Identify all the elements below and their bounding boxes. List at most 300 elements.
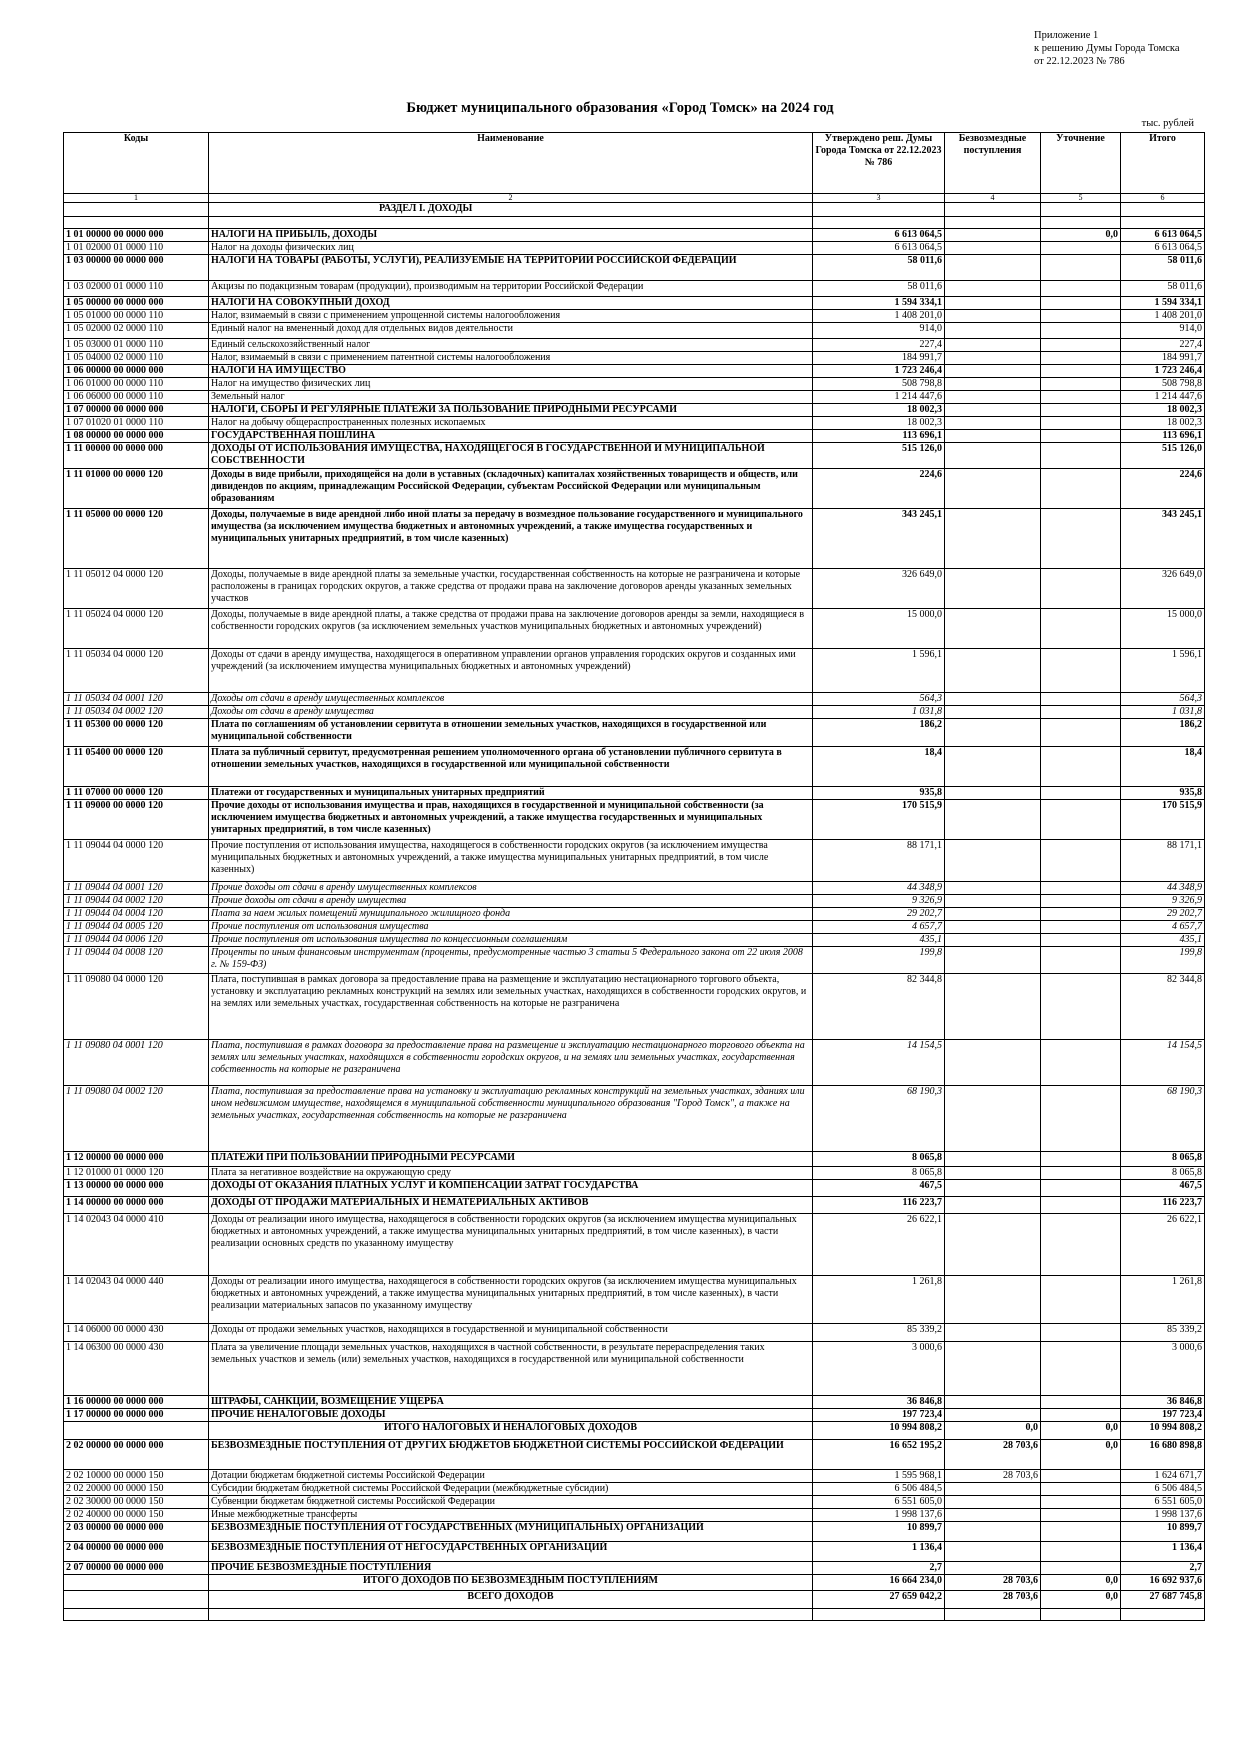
table-row (64, 947, 1205, 974)
table-row (64, 1496, 1205, 1509)
table-row (64, 1542, 1205, 1562)
gratis-value (945, 242, 1041, 255)
gratis-value (945, 417, 1041, 430)
column-number-row (64, 194, 1205, 203)
column-number: 6 (1121, 194, 1205, 203)
table-row (64, 719, 1205, 747)
approved-value: 184 991,7 (813, 352, 945, 365)
total-value: 26 622,1 (1121, 1214, 1205, 1276)
annex-line-2: к решению Думы Города Томска (1034, 43, 1180, 54)
approved-value: 199,8 (813, 947, 945, 974)
code-cell: 1 11 05034 04 0002 120 (64, 706, 209, 719)
gratis-value (945, 693, 1041, 706)
code-cell: 1 11 05034 04 0000 120 (64, 649, 209, 693)
name-cell: Плата, поступившая за предоставление права на установку и эксплуатацию рекламных конструкций на земельных участках, зданиях или ином недвижимом имуществе, находящемся в муниципальной собственности муниципального образования "Город Томск", а также на земельных участках, государственная собственность на которые не разграничена (209, 1086, 813, 1152)
approved-value: 1 723 246,4 (813, 365, 945, 378)
gratis-value (945, 800, 1041, 840)
approved-value: 58 011,6 (813, 281, 945, 297)
document-title: Бюджет муниципального образования «Город Томск» на 2024 год (406, 100, 834, 116)
table-row (64, 800, 1205, 840)
total-value: 27 687 745,8 (1121, 1591, 1205, 1609)
code-cell: 1 11 09044 04 0008 120 (64, 947, 209, 974)
gratis-value (945, 1522, 1041, 1542)
approved-value: 1 595 968,1 (813, 1470, 945, 1483)
code-cell: 1 14 02043 04 0000 440 (64, 1276, 209, 1324)
clarify-value (1041, 1562, 1121, 1575)
approved-value: 18 002,3 (813, 417, 945, 430)
gratis-value (945, 1180, 1041, 1197)
clarify-value (1041, 417, 1121, 430)
name-cell: Доходы от сдачи в аренду имущественных комплексов (209, 693, 813, 706)
name-cell: Налог, взимаемый в связи с применением патентной системы налогообложения (209, 352, 813, 365)
approved-value: 6 551 605,0 (813, 1496, 945, 1509)
empty-cell (1121, 1609, 1205, 1621)
clarify-value (1041, 934, 1121, 947)
gratis-value (945, 1086, 1041, 1152)
gratis-value (945, 1542, 1041, 1562)
code-cell: 2 02 40000 00 0000 150 (64, 1509, 209, 1522)
approved-value: 914,0 (813, 323, 945, 339)
name-cell: Прочие поступления от использования имущества, находящегося в собственности городских округов (за исключением имущества муниципальных бюджетных и автономных учреждений, а также имущества муниципальных унитарных предприятий, в том числе казенных) (209, 840, 813, 882)
code-cell: 1 16 00000 00 0000 000 (64, 1396, 209, 1409)
total-value: 1 594 334,1 (1121, 297, 1205, 310)
clarify-value (1041, 693, 1121, 706)
code-cell: 1 11 09000 00 0000 120 (64, 800, 209, 840)
column-number: 1 (64, 194, 209, 203)
name-cell: БЕЗВОЗМЕЗДНЫЕ ПОСТУПЛЕНИЯ ОТ ДРУГИХ БЮДЖЕТОВ БЮДЖЕТНОЙ СИСТЕМЫ РОССИЙСКОЙ ФЕДЕРАЦИИ (209, 1440, 813, 1470)
gratis-value (945, 255, 1041, 281)
clarify-value (1041, 800, 1121, 840)
gratis-value (945, 840, 1041, 882)
clarify-value (1041, 1086, 1121, 1152)
table-row (64, 1562, 1205, 1575)
table-row (64, 1086, 1205, 1152)
gratis-value (945, 1040, 1041, 1086)
table-row (64, 974, 1205, 1040)
code-cell: 1 14 00000 00 0000 000 (64, 1197, 209, 1214)
approved-value: 1 408 201,0 (813, 310, 945, 323)
total-value: 113 696,1 (1121, 430, 1205, 443)
approved-value: 9 326,9 (813, 895, 945, 908)
code-cell: 1 11 09044 04 0006 120 (64, 934, 209, 947)
total-row (64, 1575, 1205, 1591)
name-cell: НАЛОГИ НА СОВОКУПНЫЙ ДОХОД (209, 297, 813, 310)
code-cell: 1 01 02000 01 0000 110 (64, 242, 209, 255)
table-row (64, 1483, 1205, 1496)
code-cell: 1 11 09044 04 0005 120 (64, 921, 209, 934)
annex-line-1: Приложение 1 (1034, 30, 1099, 41)
approved-value: 186,2 (813, 719, 945, 747)
code-cell: 1 12 00000 00 0000 000 (64, 1152, 209, 1167)
table-row (64, 787, 1205, 800)
clarify-value (1041, 242, 1121, 255)
clarify-value (1041, 908, 1121, 921)
approved-value: 467,5 (813, 1180, 945, 1197)
clarify-value (1041, 1483, 1121, 1496)
table-row (64, 1342, 1205, 1396)
units-label: тыс. рублей (1141, 118, 1194, 129)
gratis-value (945, 1409, 1041, 1422)
table-row (64, 649, 1205, 693)
column-number: 5 (1041, 194, 1121, 203)
name-cell: Дотации бюджетам бюджетной системы Российской Федерации (209, 1470, 813, 1483)
total-value: 170 515,9 (1121, 800, 1205, 840)
code-cell: 1 08 00000 00 0000 000 (64, 430, 209, 443)
table-row (64, 229, 1205, 242)
gratis-value (945, 323, 1041, 339)
table-row (64, 1167, 1205, 1180)
code-cell: 1 01 00000 00 0000 000 (64, 229, 209, 242)
empty-cell (1121, 217, 1205, 229)
total-value: 197 723,4 (1121, 1409, 1205, 1422)
name-cell: Доходы от реализации иного имущества, находящегося в собственности городских округов (за исключением имущества муниципальных бюджетных и автономных учреждений, а также имущества муниципальных унитарных предприятий, в том числе казенных), в части реализации материальных запасов по указанному имуществу (209, 1276, 813, 1324)
gratis-value (945, 229, 1041, 242)
name-cell: НАЛОГИ НА ИМУЩЕСТВО (209, 365, 813, 378)
code-cell: 1 05 03000 01 0000 110 (64, 339, 209, 352)
table-row (64, 569, 1205, 609)
code-cell: 1 11 09080 04 0001 120 (64, 1040, 209, 1086)
total-value: 914,0 (1121, 323, 1205, 339)
clarify-value (1041, 1324, 1121, 1342)
annex-line-3: от 22.12.2023 № 786 (1034, 56, 1125, 67)
name-cell: Доходы в виде прибыли, приходящейся на доли в уставных (складочных) капиталах хозяйственных товариществ и обществ, или дивидендов по акциям, принадлежащим Российской Федерации, субъектам Российской Федерации или муниципальным образованиям (209, 469, 813, 509)
total-value: 10 899,7 (1121, 1522, 1205, 1542)
gratis-value: 28 703,6 (945, 1440, 1041, 1470)
gratis-value (945, 706, 1041, 719)
clarify-value (1041, 509, 1121, 569)
section-title: РАЗДЕЛ I. ДОХОДЫ (209, 203, 813, 217)
total-value: 435,1 (1121, 934, 1205, 947)
name-cell: ИТОГО НАЛОГОВЫХ И НЕНАЛОГОВЫХ ДОХОДОВ (209, 1422, 813, 1440)
clarify-value: 0,0 (1041, 229, 1121, 242)
clarify-value (1041, 1396, 1121, 1409)
table-row (64, 469, 1205, 509)
empty-cell (945, 1609, 1041, 1621)
name-cell: Доходы от продажи земельных участков, находящихся в государственной и муниципальной собственности (209, 1324, 813, 1342)
table-row (64, 1324, 1205, 1342)
approved-value: 1 261,8 (813, 1276, 945, 1324)
gratis-value (945, 509, 1041, 569)
total-value: 16 680 898,8 (1121, 1440, 1205, 1470)
approved-value: 197 723,4 (813, 1409, 945, 1422)
clarify-value (1041, 1409, 1121, 1422)
approved-value: 26 622,1 (813, 1214, 945, 1276)
table-row (64, 310, 1205, 323)
gratis-value (945, 609, 1041, 649)
code-cell: 1 11 05012 04 0000 120 (64, 569, 209, 609)
gratis-value (945, 747, 1041, 787)
table-row (64, 339, 1205, 352)
clarify-value (1041, 706, 1121, 719)
clarify-value (1041, 323, 1121, 339)
clarify-value (1041, 1040, 1121, 1086)
code-cell: 1 05 00000 00 0000 000 (64, 297, 209, 310)
total-value: 6 551 605,0 (1121, 1496, 1205, 1509)
clarify-value (1041, 443, 1121, 469)
name-cell: ДОХОДЫ ОТ ИСПОЛЬЗОВАНИЯ ИМУЩЕСТВА, НАХОДЯЩЕГОСЯ В ГОСУДАРСТВЕННОЙ И МУНИЦИПАЛЬНОЙ СОБСТВЕННОСТИ (209, 443, 813, 469)
name-cell: НАЛОГИ, СБОРЫ И РЕГУЛЯРНЫЕ ПЛАТЕЖИ ЗА ПОЛЬЗОВАНИЕ ПРИРОДНЫМИ РЕСУРСАМИ (209, 404, 813, 417)
clarify-value (1041, 391, 1121, 404)
approved-value: 27 659 042,2 (813, 1591, 945, 1609)
total-value: 44 348,9 (1121, 882, 1205, 895)
total-row (64, 1422, 1205, 1440)
clarify-value (1041, 339, 1121, 352)
total-value: 935,8 (1121, 787, 1205, 800)
gratis-value (945, 339, 1041, 352)
approved-value: 44 348,9 (813, 882, 945, 895)
clarify-value (1041, 352, 1121, 365)
approved-value: 1 214 447,6 (813, 391, 945, 404)
code-cell: 1 11 00000 00 0000 000 (64, 443, 209, 469)
table-row (64, 882, 1205, 895)
table-row (64, 1040, 1205, 1086)
code-cell: 2 07 00000 00 0000 000 (64, 1562, 209, 1575)
gratis-value (945, 1496, 1041, 1509)
total-value: 1 261,8 (1121, 1276, 1205, 1324)
code-cell: 1 11 09044 04 0001 120 (64, 882, 209, 895)
clarify-value (1041, 281, 1121, 297)
gratis-value (945, 908, 1041, 921)
code-cell: 1 07 00000 00 0000 000 (64, 404, 209, 417)
clarify-value (1041, 365, 1121, 378)
clarify-value (1041, 469, 1121, 509)
value-cell (945, 203, 1041, 217)
total-value: 9 326,9 (1121, 895, 1205, 908)
clarify-value (1041, 895, 1121, 908)
name-cell: Налог на имущество физических лиц (209, 378, 813, 391)
clarify-value (1041, 569, 1121, 609)
gratis-value (945, 391, 1041, 404)
name-cell: ПРОЧИЕ БЕЗВОЗМЕЗДНЫЕ ПОСТУПЛЕНИЯ (209, 1562, 813, 1575)
approved-value: 326 649,0 (813, 569, 945, 609)
gratis-value (945, 947, 1041, 974)
name-cell: Прочие доходы от сдачи в аренду имущества (209, 895, 813, 908)
empty-cell (1041, 1609, 1121, 1621)
total-value: 1 408 201,0 (1121, 310, 1205, 323)
code-cell: 1 12 01000 01 0000 120 (64, 1167, 209, 1180)
total-value: 467,5 (1121, 1180, 1205, 1197)
code-cell: 1 11 05400 00 0000 120 (64, 747, 209, 787)
name-cell: Единый налог на вмененный доход для отдельных видов деятельности (209, 323, 813, 339)
empty-cell (813, 1609, 945, 1621)
approved-value: 343 245,1 (813, 509, 945, 569)
table-row (64, 1276, 1205, 1324)
approved-value: 1 594 334,1 (813, 297, 945, 310)
total-value: 58 011,6 (1121, 255, 1205, 281)
approved-value: 227,4 (813, 339, 945, 352)
table-row (64, 921, 1205, 934)
clarify-value (1041, 947, 1121, 974)
name-cell: Доходы, получаемые в виде арендной либо иной платы за передачу в возмездное пользование государственного и муниципального имущества (за исключением имущества бюджетных и автономных учреждений, а также имущества государственных и муниципальных унитарных предприятий, в том числе казенных) (209, 509, 813, 569)
empty-cell (64, 1609, 209, 1621)
table-row (64, 840, 1205, 882)
total-row (64, 1591, 1205, 1609)
clarify-value (1041, 1342, 1121, 1396)
code-cell: 2 02 10000 00 0000 150 (64, 1470, 209, 1483)
code-cell: 1 14 06300 00 0000 430 (64, 1342, 209, 1396)
name-cell: Плата, поступившая в рамках договора за предоставление права на размещение и эксплуатацию нестационарного торгового объекта на землях или земельных участках, находящихся в собственности городских округов, и на землях или земельных участках, государственная собственность на которые не разграничена (209, 1040, 813, 1086)
code-cell: 1 05 02000 02 0000 110 (64, 323, 209, 339)
clarify-value (1041, 404, 1121, 417)
approved-value: 58 011,6 (813, 255, 945, 281)
gratis-value (945, 787, 1041, 800)
name-cell: Прочие поступления от использования имущества по концессионным соглашениям (209, 934, 813, 947)
code-cell: 1 11 01000 00 0000 120 (64, 469, 209, 509)
table-row (64, 1470, 1205, 1483)
clarify-value (1041, 1197, 1121, 1214)
table-row (64, 895, 1205, 908)
clarify-value: 0,0 (1041, 1422, 1121, 1440)
total-value: 1 596,1 (1121, 649, 1205, 693)
approved-value: 1 998 137,6 (813, 1509, 945, 1522)
code-cell (64, 1575, 209, 1591)
total-value: 3 000,6 (1121, 1342, 1205, 1396)
code-cell: 1 03 02000 01 0000 110 (64, 281, 209, 297)
header-approved: Утверждено реш. Думы Города Томска от 22.12.2023 № 786 (813, 133, 945, 194)
approved-value: 508 798,8 (813, 378, 945, 391)
table-row (64, 297, 1205, 310)
approved-value: 8 065,8 (813, 1167, 945, 1180)
name-cell: Плата за наем жилых помещений муниципального жилищного фонда (209, 908, 813, 921)
clarify-value (1041, 974, 1121, 1040)
total-value: 6 506 484,5 (1121, 1483, 1205, 1496)
name-cell: Плата за негативное воздействие на окружающую среду (209, 1167, 813, 1180)
name-cell: Субсидии бюджетам бюджетной системы Российской Федерации (межбюджетные субсидии) (209, 1483, 813, 1496)
table-row (64, 443, 1205, 469)
table-row (64, 934, 1205, 947)
total-value: 68 190,3 (1121, 1086, 1205, 1152)
clarify-value (1041, 747, 1121, 787)
code-cell: 1 06 00000 00 0000 000 (64, 365, 209, 378)
code-cell: 1 11 09044 04 0002 120 (64, 895, 209, 908)
budget-table (63, 132, 1205, 1621)
total-value: 58 011,6 (1121, 281, 1205, 297)
gratis-value: 28 703,6 (945, 1591, 1041, 1609)
approved-value: 3 000,6 (813, 1342, 945, 1396)
code-cell: 1 14 02043 04 0000 410 (64, 1214, 209, 1276)
table-row (64, 365, 1205, 378)
approved-value: 8 065,8 (813, 1152, 945, 1167)
gratis-value (945, 921, 1041, 934)
approved-value: 6 506 484,5 (813, 1483, 945, 1496)
name-cell: ДОХОДЫ ОТ ОКАЗАНИЯ ПЛАТНЫХ УСЛУГ И КОМПЕНСАЦИИ ЗАТРАТ ГОСУДАРСТВА (209, 1180, 813, 1197)
table-row (64, 430, 1205, 443)
code-cell: 2 03 00000 00 0000 000 (64, 1522, 209, 1542)
total-value: 199,8 (1121, 947, 1205, 974)
clarify-value (1041, 255, 1121, 281)
code-cell: 1 11 09080 04 0002 120 (64, 1086, 209, 1152)
name-cell: БЕЗВОЗМЕЗДНЫЕ ПОСТУПЛЕНИЯ ОТ ГОСУДАРСТВЕННЫХ (МУНИЦИПАЛЬНЫХ) ОРГАНИЗАЦИЙ (209, 1522, 813, 1542)
table-row (64, 323, 1205, 339)
gratis-value (945, 1483, 1041, 1496)
gratis-value (945, 310, 1041, 323)
table-row (64, 1440, 1205, 1470)
name-cell: НАЛОГИ НА ТОВАРЫ (РАБОТЫ, УСЛУГИ), РЕАЛИЗУЕМЫЕ НА ТЕРРИТОРИИ РОССИЙСКОЙ ФЕДЕРАЦИИ (209, 255, 813, 281)
name-cell: Земельный налог (209, 391, 813, 404)
total-value: 18 002,3 (1121, 417, 1205, 430)
approved-value: 1 596,1 (813, 649, 945, 693)
approved-value: 29 202,7 (813, 908, 945, 921)
code-cell: 1 11 05024 04 0000 120 (64, 609, 209, 649)
table-row (64, 352, 1205, 365)
table-row (64, 609, 1205, 649)
approved-value: 515 126,0 (813, 443, 945, 469)
clarify-value: 0,0 (1041, 1575, 1121, 1591)
table-body (64, 203, 1205, 1621)
empty-cell (813, 217, 945, 229)
table-row (64, 1522, 1205, 1542)
name-cell: Налог на доходы физических лиц (209, 242, 813, 255)
code-cell: 1 11 05300 00 0000 120 (64, 719, 209, 747)
gratis-value (945, 297, 1041, 310)
name-cell: Субвенции бюджетам бюджетной системы Российской Федерации (209, 1496, 813, 1509)
total-value: 1 136,4 (1121, 1542, 1205, 1562)
total-value: 6 613 064,5 (1121, 229, 1205, 242)
table-row (64, 509, 1205, 569)
clarify-value (1041, 882, 1121, 895)
total-value: 227,4 (1121, 339, 1205, 352)
approved-value: 6 613 064,5 (813, 242, 945, 255)
name-cell: Прочие поступления от использования имущества (209, 921, 813, 934)
total-value: 18,4 (1121, 747, 1205, 787)
gratis-value: 28 703,6 (945, 1575, 1041, 1591)
gratis-value (945, 378, 1041, 391)
name-cell: Иные межбюджетные трансферты (209, 1509, 813, 1522)
approved-value: 1 031,8 (813, 706, 945, 719)
table-row (64, 1152, 1205, 1167)
total-value: 85 339,2 (1121, 1324, 1205, 1342)
code-cell: 1 11 05000 00 0000 120 (64, 509, 209, 569)
approved-value: 4 657,7 (813, 921, 945, 934)
approved-value: 435,1 (813, 934, 945, 947)
total-value: 88 171,1 (1121, 840, 1205, 882)
gratis-value (945, 365, 1041, 378)
approved-value: 88 171,1 (813, 840, 945, 882)
total-value: 82 344,8 (1121, 974, 1205, 1040)
gratis-value (945, 974, 1041, 1040)
total-value: 326 649,0 (1121, 569, 1205, 609)
table-row (64, 1396, 1205, 1409)
code-cell (64, 203, 209, 217)
code-cell (64, 1422, 209, 1440)
approved-value: 18 002,3 (813, 404, 945, 417)
code-cell: 1 07 01020 01 0000 110 (64, 417, 209, 430)
clarify-value (1041, 787, 1121, 800)
code-cell: 1 11 09044 04 0000 120 (64, 840, 209, 882)
code-cell: 1 05 01000 00 0000 110 (64, 310, 209, 323)
approved-value: 113 696,1 (813, 430, 945, 443)
clarify-value (1041, 921, 1121, 934)
total-value: 14 154,5 (1121, 1040, 1205, 1086)
name-cell: Плата за публичный сервитут, предусмотренная решением уполномоченного органа об установлении публичного сервитута в отношении земельных участков, находящихся в государственной или муниципальной собственности (209, 747, 813, 787)
gratis-value (945, 569, 1041, 609)
name-cell: Акцизы по подакцизным товарам (продукции), производимым на территории Российской Федерации (209, 281, 813, 297)
table-row (64, 1214, 1205, 1276)
name-cell: Прочие доходы от использования имущества и прав, находящихся в государственной и муниципальной собственности (за исключением имущества бюджетных и автономных учреждений, а также имущества государственных и муниципальных унитарных предприятий, в том числе казенных) (209, 800, 813, 840)
code-cell: 1 06 01000 00 0000 110 (64, 378, 209, 391)
clarify-value: 0,0 (1041, 1440, 1121, 1470)
name-cell: ВСЕГО ДОХОДОВ (209, 1591, 813, 1609)
clarify-value (1041, 719, 1121, 747)
empty-cell (209, 1609, 813, 1621)
name-cell: Доходы, получаемые в виде арендной платы, а также средства от продажи права на заключение договоров аренды за земли, находящиеся в собственности городских округов (за исключением земельных участков муниципальных бюджетных и автономных учреждений) (209, 609, 813, 649)
gratis-value: 28 703,6 (945, 1470, 1041, 1483)
header-name: Наименование (209, 133, 813, 194)
code-cell: 2 02 30000 00 0000 150 (64, 1496, 209, 1509)
column-number: 3 (813, 194, 945, 203)
name-cell: ГОСУДАРСТВЕННАЯ ПОШЛИНА (209, 430, 813, 443)
clarify-value (1041, 1522, 1121, 1542)
